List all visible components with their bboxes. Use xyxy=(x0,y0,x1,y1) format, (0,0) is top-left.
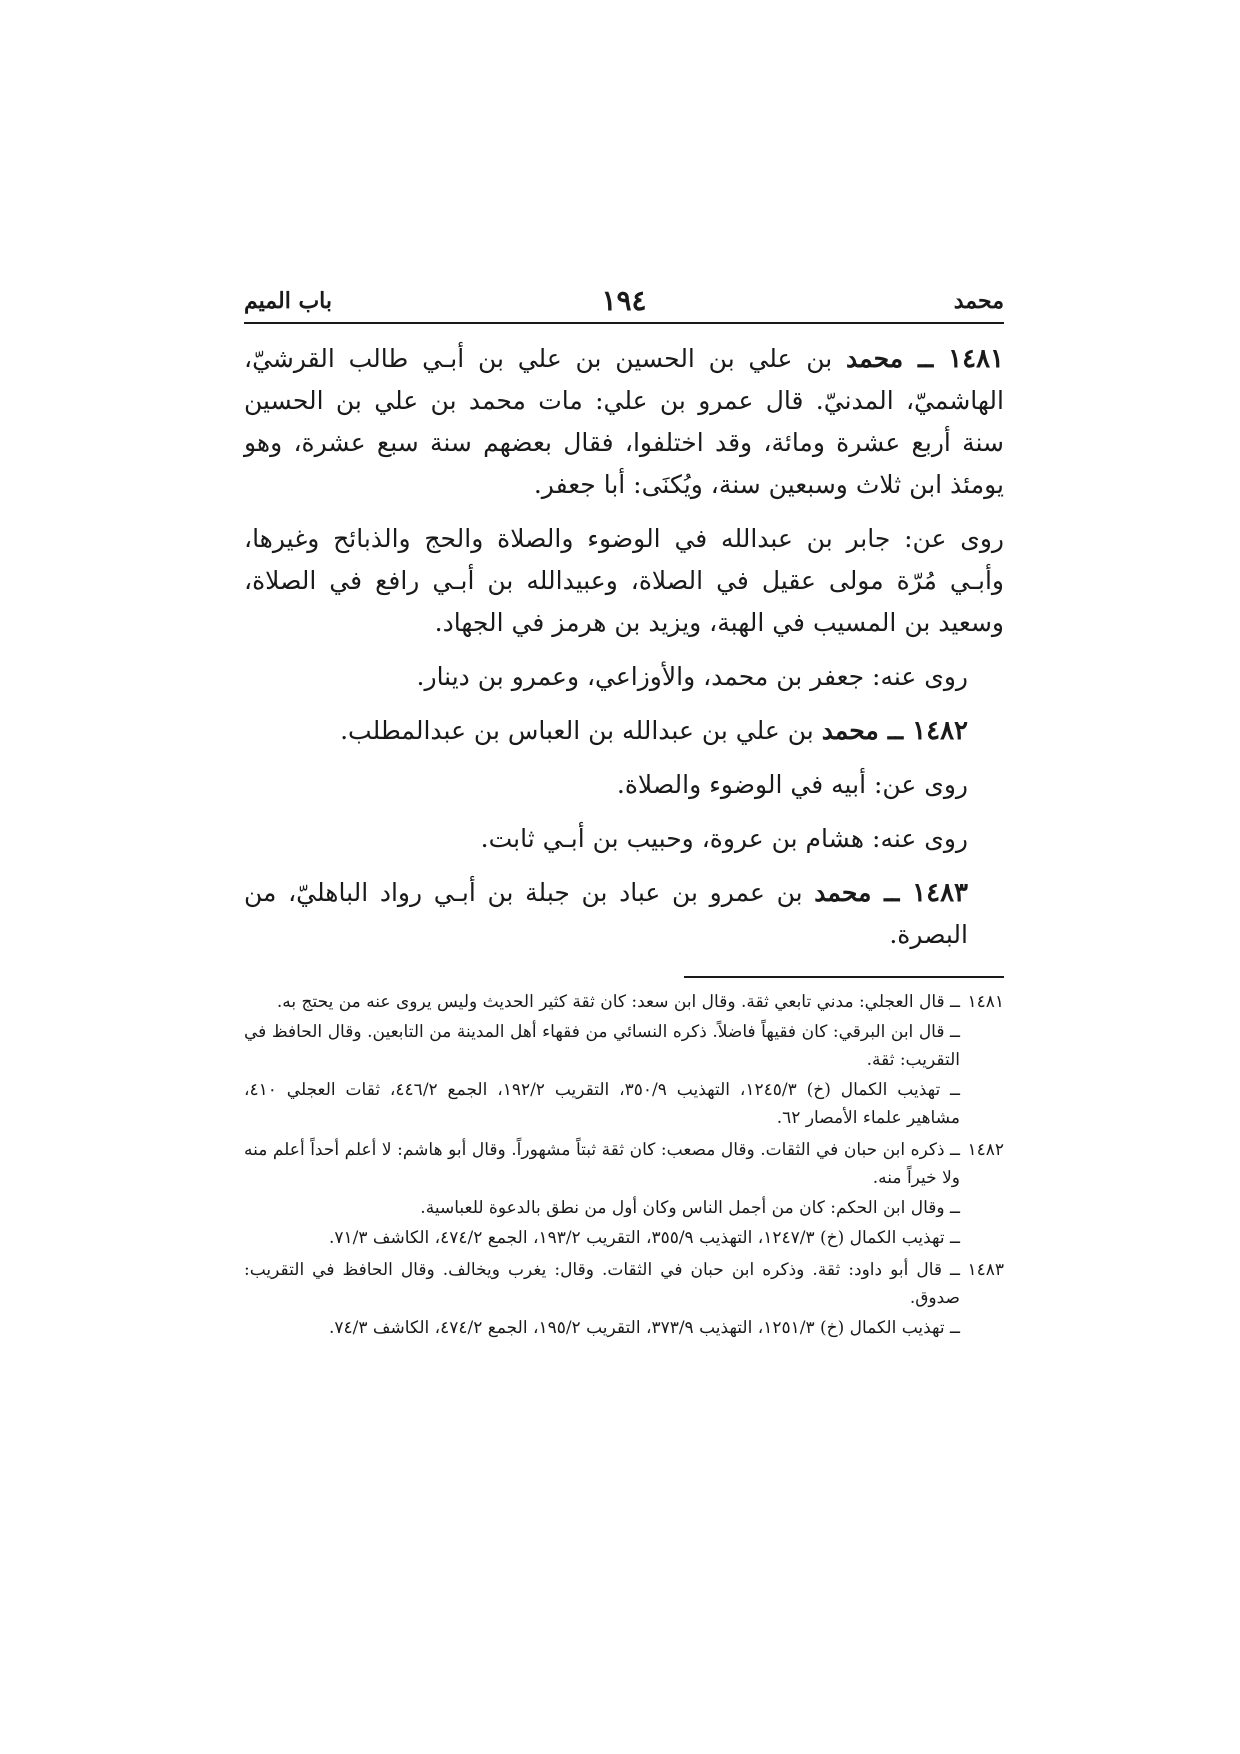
page-number: ١٩٤ xyxy=(601,284,647,317)
footnote-separator xyxy=(684,976,1004,978)
entry-1481-riwaya-an: روى عن: جابر بن عبدالله في الوضوء والصلاة والحج والذبائح وغيرها، وأبـي مُرّة مولى عقيل في الصلاة، وعبيدالله بن أبـي رافع في الصلاة، وسعيد بن المسيب في الهبة، ويزيد بن هرمز في الجهاد. xyxy=(244,524,1004,637)
footnote-1482 xyxy=(244,1136,1004,1252)
footnote-line: ــ تهذيب الكمال (خ) ١٢٤٥/٣، التهذيب ٣٥٠/٩، التقريب ١٩٢/٢، الجمع ٤٤٦/٢، ثقات العجلي ٤١٠، مشاهير علماء الأمصار ٦٢. xyxy=(244,1080,961,1128)
entry-1482 xyxy=(244,710,1004,752)
entry-dash: ــ xyxy=(903,344,949,374)
book-page xyxy=(244,282,1004,1346)
footnote-line: ــ تهذيب الكمال (خ) ١٢٤٧/٣، التهذيب ٣٥٥/٩، التقريب ١٩٣/٢، الجمع ٤٧٤/٢، الكاشف ٧١/٣. xyxy=(328,1228,960,1248)
entry-1482-riwaya-an: روى عن: أبيه في الوضوء والصلاة. xyxy=(616,770,968,799)
footnote-line: ــ وقال ابن الحكم: كان من أجمل الناس وكان أول من نطق بالدعوة للعباسية. xyxy=(420,1198,960,1218)
running-head xyxy=(244,282,1004,324)
footnote-line: ــ ذكره ابن حبان في الثقات. وقال مصعب: كان ثقة ثبتاً مشهوراً. وقال أبو هاشم: لا أعلم أحداً أعلم منه ولا خيراً منه. xyxy=(244,1140,960,1188)
footnote-line: ــ قال ابن البرقي: كان فقيهاً فاضلاً. ذكره النسائي من فقهاء أهل المدينة من التابعين. وقال الحافظ في التقريب: ثقة. xyxy=(244,1022,960,1070)
entry-1482-riwaya-anhu: روى عنه: هشام بن عروة، وحبيب بن أبـي ثابت. xyxy=(480,824,968,853)
entry-number: ١٤٨٢ xyxy=(912,716,968,746)
entry-text: بن علي بن الحسين بن علي بن أبـي طالب القرشيّ، الهاشميّ، المدنيّ. قال عمرو بن علي: مات محمد بن علي بن الحسين سنة أربع عشرة ومائة، وقد اختلفوا، فقال بعضهم سنة سبع عشرة، وهو يومئذ ابن ثلاث وسبعين سنة، ويُكنَى: أبا جعفر. xyxy=(244,344,1004,499)
footnote-number: ١٤٨١ xyxy=(967,992,1004,1012)
footnote-1483 xyxy=(244,1256,1004,1342)
footnote-line: ــ قال العجلي: مدني تابعي ثقة. وقال ابن سعد: كان ثقة كثير الحديث وليس يروى عنه من يحتج به. xyxy=(276,992,960,1012)
entry-name: محمد xyxy=(846,344,904,373)
footnote-number: ١٤٨٣ xyxy=(967,1260,1004,1280)
entry-1481-riwaya-anhu: روى عنه: جعفر بن محمد، والأوزاعي، وعمرو بن دينار. xyxy=(416,662,968,691)
entry-text: بن علي بن عبدالله بن العباس بن عبدالمطلب. xyxy=(340,716,822,745)
entry-text: بن عمرو بن عباد بن جبلة بن أبـي رواد الباهليّ، من البصرة. xyxy=(244,878,968,949)
footnote-number: ١٤٨٢ xyxy=(967,1140,1004,1160)
entry-1481 xyxy=(244,338,1004,506)
main-text xyxy=(244,338,1004,956)
entry-name: محمد xyxy=(821,716,879,745)
entry-name: محمد xyxy=(814,878,872,907)
entry-1483 xyxy=(244,872,1004,956)
entry-number: ١٤٨١ xyxy=(948,344,1004,374)
footnote-1481 xyxy=(244,988,1004,1132)
entry-dash: ــ xyxy=(878,716,913,746)
entry-number: ١٤٨٣ xyxy=(912,878,969,908)
footnote-line: ــ تهذيب الكمال (خ) ١٢٥١/٣، التهذيب ٣٧٣/٩، التقريب ١٩٥/٢، الجمع ٤٧٤/٢، الكاشف ٧٤/٣. xyxy=(328,1318,960,1338)
header-section-word: محمد xyxy=(953,288,1004,314)
footnotes xyxy=(244,988,1004,1342)
footnote-line: ــ قال أبو داود: ثقة. وذكره ابن حبان في الثقات. وقال: يغرب ويخالف. وقال الحافظ في التقريب: صدوق. xyxy=(244,1260,960,1308)
header-chapter-title: باب الميم xyxy=(244,288,333,314)
entry-dash: ــ xyxy=(871,878,913,908)
